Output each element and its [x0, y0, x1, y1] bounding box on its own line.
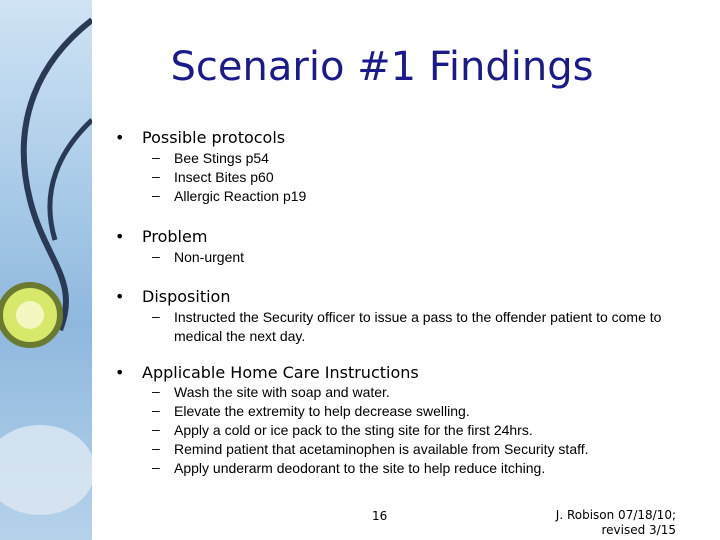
section-heading-problem: Problem — [142, 227, 208, 246]
credit-line-2: revised 3/15 — [601, 523, 676, 537]
dash-icon: – — [152, 308, 160, 324]
bullet-icon: • — [115, 363, 125, 382]
credit-footer — [556, 508, 676, 538]
list-item: Non-urgent — [174, 249, 245, 265]
dash-icon: – — [152, 440, 160, 456]
list-item: Apply a cold or ice pack to the sting site for the first 24hrs. — [174, 422, 533, 438]
list-item: Wash the site with soap and water. — [174, 384, 390, 400]
credit-line-1: J. Robison 07/18/10; — [555, 508, 676, 522]
slide-title: Scenario #1 Findings — [170, 44, 594, 90]
dash-icon: – — [152, 402, 160, 418]
section-heading-protocols: Possible protocols — [142, 128, 286, 147]
section-heading-home-care: Applicable Home Care Instructions — [142, 363, 419, 382]
bullet-icon: • — [115, 227, 125, 246]
list-item: Bee Stings p54 — [174, 150, 269, 166]
list-item: Allergic Reaction p19 — [174, 188, 307, 204]
page-number: 16 — [372, 509, 388, 523]
dash-icon: – — [152, 168, 160, 184]
list-item: Elevate the extremity to help decrease swelling. — [174, 403, 470, 419]
list-item: Apply underarm deodorant to the site to help reduce itching. — [174, 460, 546, 476]
dash-icon: – — [152, 187, 160, 203]
stethoscope-image — [0, 0, 92, 540]
dash-icon: – — [152, 248, 160, 264]
dash-icon: – — [152, 149, 160, 165]
dash-icon: – — [152, 459, 160, 475]
decorative-sidebar — [0, 0, 92, 540]
list-item: Instructed the Security officer to issue a pass to the offender patient to come to medical the next day. — [174, 309, 662, 344]
section-heading-disposition: Disposition — [142, 287, 231, 306]
list-item: Insect Bites p60 — [174, 169, 274, 185]
dash-icon: – — [152, 383, 160, 399]
dash-icon: – — [152, 421, 160, 437]
bullet-icon: • — [115, 128, 125, 147]
bullet-icon: • — [115, 287, 125, 306]
list-item: Remind patient that acetaminophen is available from Security staff. — [174, 441, 589, 457]
